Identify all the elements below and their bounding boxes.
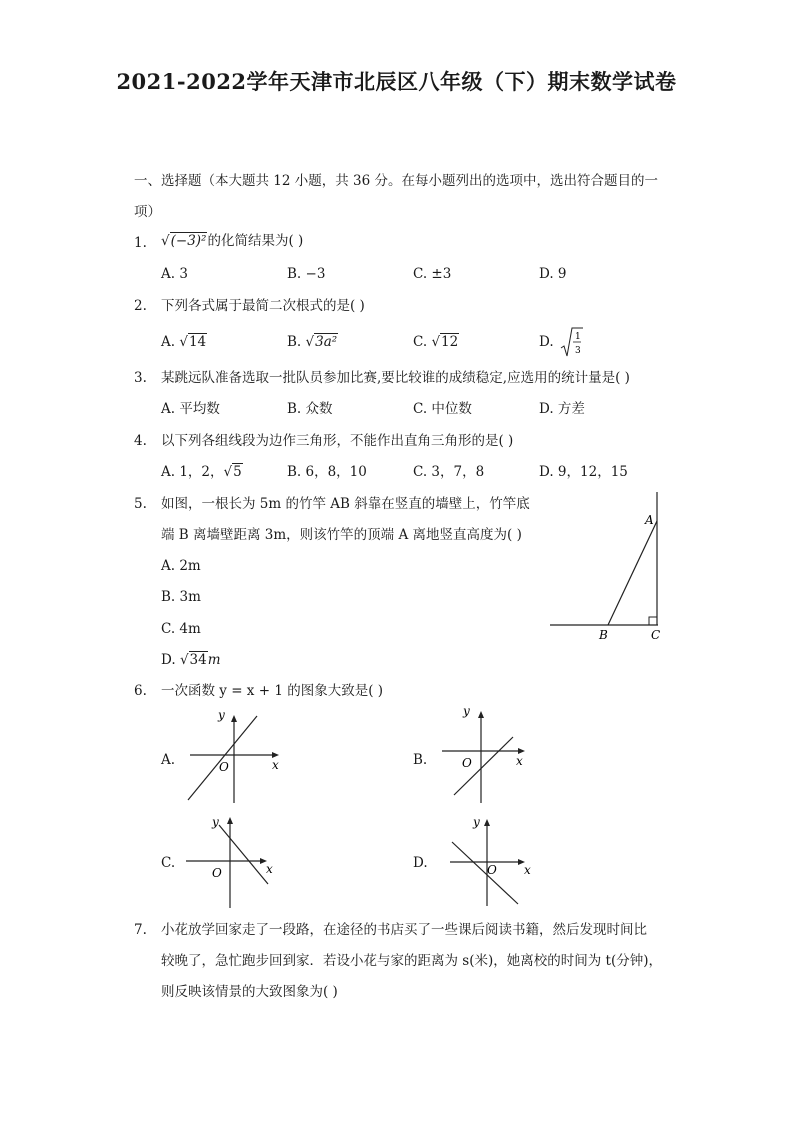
page-title: 2021-2022学年天津市北辰区八年级（下）期末数学试卷 <box>116 69 677 94</box>
question-stem: 一次函数 y = x + 1 的图象大致是( ) <box>161 683 384 699</box>
option-a: A. <box>161 752 176 768</box>
option-d: D. 方差 <box>539 401 585 417</box>
sqrt-one-third <box>560 326 584 360</box>
option-a: A. 3 <box>161 266 188 282</box>
y-label: y <box>463 704 470 718</box>
option-b: B. <box>413 752 428 768</box>
option-a: A. √14 <box>161 334 207 350</box>
option-a: A. 2m <box>161 558 201 574</box>
question-stem-cont: 较晚了，急忙跑步回到家．若设小花与家的距离为 s(米)，她离校的时间为 t(分钟)， <box>161 953 663 969</box>
option-d: D. <box>413 855 428 871</box>
point-label-c: C <box>651 628 661 642</box>
option-d: D. <box>539 334 554 350</box>
question-number: 3. <box>134 370 147 386</box>
option-d: D. √34m <box>161 652 221 668</box>
question-stem: 某跳远队准备选取一批队员参加比赛,要比较谁的成绩稳定,应选用的统计量是( ) <box>161 370 630 386</box>
y-label: y <box>212 815 219 829</box>
option-a: A. 1，2，√5 <box>161 464 242 480</box>
origin-label: O <box>212 866 222 880</box>
question-stem: 下列各式属于最简二次根式的是( ) <box>161 298 365 314</box>
question-stem: 如图，一根长为 5m 的竹竿 AB 斜靠在竖直的墙壁上，竹竿底 <box>161 496 530 512</box>
question-stem: √(−3)²的化简结果为( ) <box>161 233 304 249</box>
radicand: (−3)² <box>170 233 207 249</box>
graph-option-b <box>432 703 542 808</box>
fraction-numerator: 1 <box>575 332 581 342</box>
y-label: y <box>473 815 480 829</box>
question-number: 6. <box>134 683 147 699</box>
option-c: C. 4m <box>161 621 201 637</box>
question-stem-cont: 则反映该情景的大致图象为( ) <box>161 984 338 1000</box>
question-number: 5. <box>134 496 147 512</box>
option-c: C. 中位数 <box>413 401 472 417</box>
option-a: A. 平均数 <box>161 401 220 417</box>
origin-label: O <box>462 756 472 770</box>
question-stem: 以下列各组线段为边作三角形，不能作出直角三角形的是( ) <box>161 433 514 449</box>
question-stem-cont: 端 B 离墙壁距离 3m，则该竹竿的顶端 A 离地竖直高度为( ) <box>161 527 522 543</box>
option-c: C. 3，7，8 <box>413 464 485 480</box>
point-label-b: B <box>599 628 608 642</box>
question-stem: 小花放学回家走了一段路，在途径的书店买了一些课后阅读书籍，然后发现时间比 <box>161 922 647 938</box>
option-b: B. 6，8，10 <box>287 464 367 480</box>
x-label: x <box>524 863 531 877</box>
function-line <box>188 716 257 800</box>
option-c: C. ±3 <box>413 266 452 282</box>
origin-label: O <box>219 760 229 774</box>
graph-option-c <box>180 812 290 912</box>
right-angle-mark <box>649 617 657 625</box>
option-c: C. <box>161 855 176 871</box>
function-line <box>452 842 518 904</box>
graph-option-d <box>432 812 542 912</box>
option-c: C. √12 <box>413 334 459 350</box>
y-axis-arrow <box>231 715 237 722</box>
section-heading: 一、选择题（本大题共 12 小题，共 36 分。在每小题列出的选项中，选出符合题目的一 <box>134 173 659 189</box>
option-b: B. 3m <box>161 589 201 605</box>
fraction-denominator: 3 <box>575 346 581 356</box>
option-b: B. 众数 <box>287 401 333 417</box>
option-b: B. √3a² <box>287 334 338 350</box>
point-label-a: A <box>645 513 654 527</box>
y-axis-arrow <box>227 817 233 824</box>
question-number: 4. <box>134 433 147 449</box>
bamboo-pole-ab <box>608 521 657 625</box>
graph-option-a <box>180 703 290 808</box>
question-number: 1. <box>134 235 147 251</box>
y-label: y <box>218 708 225 722</box>
x-label: x <box>272 758 279 772</box>
origin-label: O <box>487 863 497 877</box>
question-number: 2. <box>134 298 147 314</box>
function-line <box>219 825 268 884</box>
x-label: x <box>266 862 273 876</box>
option-b: B. −3 <box>287 266 326 282</box>
ladder-figure <box>545 488 675 648</box>
option-d: D. 9，12，15 <box>539 464 628 480</box>
option-d: D. 9 <box>539 266 567 282</box>
x-label: x <box>516 754 523 768</box>
y-axis-arrow <box>484 819 490 826</box>
y-axis-arrow <box>478 711 484 718</box>
section-heading-cont: 项） <box>134 204 161 220</box>
question-number: 7. <box>134 922 147 938</box>
stem-text: 的化简结果为( ) <box>207 233 304 249</box>
